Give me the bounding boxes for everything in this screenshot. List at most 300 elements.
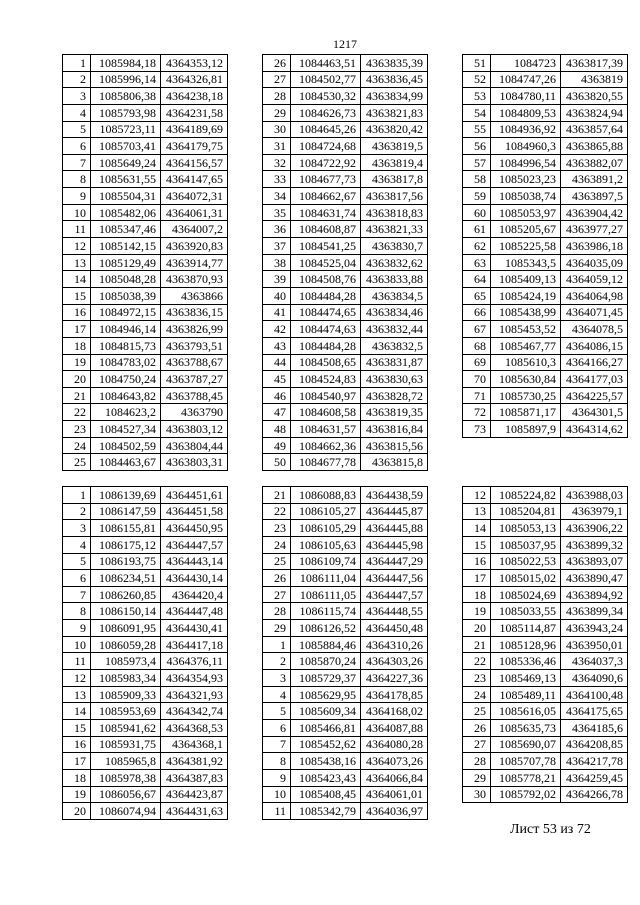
coordinate-table-5 bbox=[262, 486, 428, 820]
table-row bbox=[463, 321, 628, 338]
y-coordinate-cell: 4363899,32 bbox=[561, 536, 628, 553]
y-coordinate-cell: 4364301,5 bbox=[561, 404, 628, 421]
y-coordinate-cell: 4364430,14 bbox=[161, 570, 228, 587]
x-coordinate-cell: 1084540,97 bbox=[291, 387, 361, 404]
y-coordinate-cell: 4364438,59 bbox=[361, 487, 428, 504]
x-coordinate-cell: 1084946,14 bbox=[91, 321, 161, 338]
y-coordinate-cell: 4363882,07 bbox=[561, 154, 628, 171]
point-number-cell: 39 bbox=[263, 271, 291, 288]
table-row bbox=[463, 636, 628, 653]
y-coordinate-cell: 4363890,47 bbox=[561, 570, 628, 587]
table-row bbox=[463, 204, 628, 221]
x-coordinate-cell: 1085452,62 bbox=[291, 736, 361, 753]
table-row bbox=[63, 454, 228, 471]
y-coordinate-cell: 4364450,95 bbox=[161, 520, 228, 537]
point-number-cell: 18 bbox=[463, 586, 491, 603]
point-number-cell: 7 bbox=[263, 736, 291, 753]
point-number-cell: 31 bbox=[263, 138, 291, 155]
point-number-cell: 37 bbox=[263, 238, 291, 255]
y-coordinate-cell: 4364231,58 bbox=[161, 104, 228, 121]
x-coordinate-cell: 1085336,46 bbox=[491, 653, 561, 670]
y-coordinate-cell: 4364376,11 bbox=[161, 653, 228, 670]
table-row bbox=[63, 487, 228, 504]
x-coordinate-cell: 1085629,95 bbox=[291, 686, 361, 703]
table-row bbox=[463, 287, 628, 304]
x-coordinate-cell: 1085015,02 bbox=[491, 570, 561, 587]
table-row bbox=[463, 55, 628, 72]
point-number-cell: 6 bbox=[63, 570, 91, 587]
x-coordinate-cell: 1085205,67 bbox=[491, 221, 561, 238]
y-coordinate-cell: 4364451,58 bbox=[161, 503, 228, 520]
y-coordinate-cell: 4364450,48 bbox=[361, 620, 428, 637]
y-coordinate-cell: 4363817,56 bbox=[361, 188, 428, 205]
point-number-cell: 25 bbox=[463, 703, 491, 720]
y-coordinate-cell: 4364417,18 bbox=[161, 636, 228, 653]
table-row bbox=[263, 653, 428, 670]
y-coordinate-cell: 4364447,56 bbox=[361, 570, 428, 587]
x-coordinate-cell: 1085453,52 bbox=[491, 321, 561, 338]
x-coordinate-cell: 1086155,81 bbox=[91, 520, 161, 537]
x-coordinate-cell: 1085038,39 bbox=[91, 287, 161, 304]
y-coordinate-cell: 4364354,93 bbox=[161, 670, 228, 687]
table-row bbox=[263, 371, 428, 388]
table-row bbox=[263, 287, 428, 304]
x-coordinate-cell: 1084724,68 bbox=[291, 138, 361, 155]
point-number-cell: 26 bbox=[263, 570, 291, 587]
point-number-cell: 64 bbox=[463, 271, 491, 288]
x-coordinate-cell: 1086126,52 bbox=[291, 620, 361, 637]
point-number-cell: 30 bbox=[263, 121, 291, 138]
table-row bbox=[463, 553, 628, 570]
point-number-cell: 41 bbox=[263, 304, 291, 321]
point-number-cell: 70 bbox=[463, 371, 491, 388]
table-row bbox=[263, 421, 428, 438]
table-row bbox=[463, 586, 628, 603]
x-coordinate-cell: 1085931,75 bbox=[91, 736, 161, 753]
x-coordinate-cell: 1085707,78 bbox=[491, 753, 561, 770]
table-row bbox=[263, 454, 428, 471]
table-row bbox=[63, 719, 228, 736]
point-number-cell: 1 bbox=[263, 636, 291, 653]
point-number-cell: 7 bbox=[63, 586, 91, 603]
y-coordinate-cell: 4363826,99 bbox=[161, 321, 228, 338]
point-number-cell: 2 bbox=[63, 503, 91, 520]
x-coordinate-cell: 1086147,59 bbox=[91, 503, 161, 520]
x-coordinate-cell: 1085033,55 bbox=[491, 603, 561, 620]
x-coordinate-cell: 1084502,59 bbox=[91, 437, 161, 454]
x-coordinate-cell: 1086105,29 bbox=[291, 520, 361, 537]
table-row bbox=[463, 653, 628, 670]
x-coordinate-cell: 1085806,38 bbox=[91, 88, 161, 105]
y-coordinate-cell: 4364066,84 bbox=[361, 769, 428, 786]
x-coordinate-cell: 1086175,12 bbox=[91, 536, 161, 553]
y-coordinate-cell: 4364447,57 bbox=[361, 586, 428, 603]
y-coordinate-cell: 4363950,01 bbox=[561, 636, 628, 653]
x-coordinate-cell: 1086193,75 bbox=[91, 553, 161, 570]
point-number-cell: 23 bbox=[63, 421, 91, 438]
table-row bbox=[463, 271, 628, 288]
x-coordinate-cell: 1085610,3 bbox=[491, 354, 561, 371]
y-coordinate-cell: 4363891,2 bbox=[561, 171, 628, 188]
y-coordinate-cell: 4364431,63 bbox=[161, 803, 228, 820]
y-coordinate-cell: 4363836,45 bbox=[361, 71, 428, 88]
table-row bbox=[63, 71, 228, 88]
y-coordinate-cell: 4363834,46 bbox=[361, 304, 428, 321]
point-number-cell: 40 bbox=[263, 287, 291, 304]
table-row bbox=[463, 354, 628, 371]
table-row bbox=[63, 271, 228, 288]
x-coordinate-cell: 1086260,85 bbox=[91, 586, 161, 603]
point-number-cell: 21 bbox=[63, 387, 91, 404]
point-number-cell: 13 bbox=[63, 686, 91, 703]
point-number-cell: 9 bbox=[63, 188, 91, 205]
x-coordinate-cell: 1085631,55 bbox=[91, 171, 161, 188]
point-number-cell: 48 bbox=[263, 421, 291, 438]
point-number-cell: 56 bbox=[463, 138, 491, 155]
x-coordinate-cell: 1084484,28 bbox=[291, 337, 361, 354]
x-coordinate-cell: 1085690,07 bbox=[491, 736, 561, 753]
table-row bbox=[263, 437, 428, 454]
point-number-cell: 28 bbox=[263, 603, 291, 620]
point-number-cell: 28 bbox=[463, 753, 491, 770]
y-coordinate-cell: 4364451,61 bbox=[161, 487, 228, 504]
point-number-cell: 36 bbox=[263, 221, 291, 238]
point-number-cell: 20 bbox=[63, 803, 91, 820]
table-row bbox=[63, 337, 228, 354]
table-row bbox=[63, 603, 228, 620]
table-row bbox=[463, 670, 628, 687]
y-coordinate-cell: 4363803,12 bbox=[161, 421, 228, 438]
table-row bbox=[63, 221, 228, 238]
x-coordinate-cell: 1084645,26 bbox=[291, 121, 361, 138]
y-coordinate-cell: 4363788,45 bbox=[161, 387, 228, 404]
point-number-cell: 50 bbox=[263, 454, 291, 471]
point-number-cell: 4 bbox=[63, 104, 91, 121]
point-number-cell: 11 bbox=[63, 221, 91, 238]
x-coordinate-cell: 1086115,74 bbox=[291, 603, 361, 620]
y-coordinate-cell: 4363817,8 bbox=[361, 171, 428, 188]
y-coordinate-cell: 4363832,62 bbox=[361, 254, 428, 271]
x-coordinate-cell: 1085871,17 bbox=[491, 404, 561, 421]
x-coordinate-cell: 1084608,87 bbox=[291, 221, 361, 238]
x-coordinate-cell: 1086234,51 bbox=[91, 570, 161, 587]
y-coordinate-cell: 4364189,69 bbox=[161, 121, 228, 138]
x-coordinate-cell: 1084677,73 bbox=[291, 171, 361, 188]
table-row bbox=[63, 171, 228, 188]
y-coordinate-cell: 4364073,26 bbox=[361, 753, 428, 770]
table-row bbox=[263, 753, 428, 770]
y-coordinate-cell: 4364059,12 bbox=[561, 271, 628, 288]
table-row bbox=[263, 138, 428, 155]
x-coordinate-cell: 1084508,76 bbox=[291, 271, 361, 288]
point-number-cell: 42 bbox=[263, 321, 291, 338]
y-coordinate-cell: 4364208,85 bbox=[561, 736, 628, 753]
point-number-cell: 57 bbox=[463, 154, 491, 171]
x-coordinate-cell: 1085984,18 bbox=[91, 55, 161, 72]
y-coordinate-cell: 4364087,88 bbox=[361, 719, 428, 736]
y-coordinate-cell: 4363943,24 bbox=[561, 620, 628, 637]
y-coordinate-cell: 4363824,94 bbox=[561, 104, 628, 121]
y-coordinate-cell: 4364071,45 bbox=[561, 304, 628, 321]
table-row bbox=[463, 769, 628, 786]
x-coordinate-cell: 1084960,3 bbox=[491, 138, 561, 155]
table-row bbox=[63, 520, 228, 537]
x-coordinate-cell: 1084631,74 bbox=[291, 204, 361, 221]
point-number-cell: 44 bbox=[263, 354, 291, 371]
point-number-cell: 17 bbox=[463, 570, 491, 587]
point-number-cell: 12 bbox=[63, 238, 91, 255]
point-number-cell: 25 bbox=[263, 553, 291, 570]
y-coordinate-cell: 4363821,83 bbox=[361, 104, 428, 121]
point-number-cell: 14 bbox=[63, 703, 91, 720]
y-coordinate-cell: 4364175,65 bbox=[561, 703, 628, 720]
table-row bbox=[263, 88, 428, 105]
point-number-cell: 35 bbox=[263, 204, 291, 221]
table-row bbox=[263, 404, 428, 421]
point-number-cell: 24 bbox=[263, 536, 291, 553]
table-row bbox=[63, 104, 228, 121]
x-coordinate-cell: 1085114,87 bbox=[491, 620, 561, 637]
table-row bbox=[263, 271, 428, 288]
x-coordinate-cell: 1084631,57 bbox=[291, 421, 361, 438]
point-number-cell: 4 bbox=[63, 536, 91, 553]
point-number-cell: 23 bbox=[263, 520, 291, 537]
coordinate-table-3 bbox=[462, 54, 628, 438]
table-row bbox=[263, 387, 428, 404]
x-coordinate-cell: 1085343,5 bbox=[491, 254, 561, 271]
point-number-cell: 3 bbox=[63, 88, 91, 105]
x-coordinate-cell: 1085630,84 bbox=[491, 371, 561, 388]
x-coordinate-cell: 1085342,79 bbox=[291, 803, 361, 820]
table-row bbox=[263, 736, 428, 753]
y-coordinate-cell: 4363817,39 bbox=[561, 55, 628, 72]
x-coordinate-cell: 1084750,24 bbox=[91, 371, 161, 388]
table-row bbox=[263, 520, 428, 537]
x-coordinate-cell: 1084722,92 bbox=[291, 154, 361, 171]
x-coordinate-cell: 1085204,81 bbox=[491, 503, 561, 520]
x-coordinate-cell: 1085941,62 bbox=[91, 719, 161, 736]
x-coordinate-cell: 1085965,8 bbox=[91, 753, 161, 770]
point-number-cell: 34 bbox=[263, 188, 291, 205]
point-number-cell: 65 bbox=[463, 287, 491, 304]
point-number-cell: 58 bbox=[463, 171, 491, 188]
point-number-cell: 19 bbox=[63, 786, 91, 803]
x-coordinate-cell: 1085224,82 bbox=[491, 487, 561, 504]
x-coordinate-cell: 1085408,45 bbox=[291, 786, 361, 803]
table-row bbox=[263, 686, 428, 703]
coordinate-table-2 bbox=[262, 54, 428, 471]
x-coordinate-cell: 1085142,15 bbox=[91, 238, 161, 255]
y-coordinate-cell: 4363793,51 bbox=[161, 337, 228, 354]
y-coordinate-cell: 4363857,64 bbox=[561, 121, 628, 138]
table-row bbox=[263, 71, 428, 88]
point-number-cell: 7 bbox=[63, 154, 91, 171]
table-row bbox=[263, 719, 428, 736]
y-coordinate-cell: 4363815,56 bbox=[361, 437, 428, 454]
x-coordinate-cell: 1085467,77 bbox=[491, 337, 561, 354]
y-coordinate-cell: 4364147,65 bbox=[161, 171, 228, 188]
table-row bbox=[63, 121, 228, 138]
y-coordinate-cell: 4364321,93 bbox=[161, 686, 228, 703]
point-number-cell: 30 bbox=[463, 786, 491, 803]
point-number-cell: 3 bbox=[63, 520, 91, 537]
y-coordinate-cell: 4364080,28 bbox=[361, 736, 428, 753]
y-coordinate-cell: 4364420,4 bbox=[161, 586, 228, 603]
coordinate-table-6 bbox=[462, 486, 628, 803]
table-row bbox=[263, 536, 428, 553]
point-number-cell: 19 bbox=[463, 603, 491, 620]
x-coordinate-cell: 1085730,25 bbox=[491, 387, 561, 404]
table-row bbox=[463, 188, 628, 205]
y-coordinate-cell: 4363914,77 bbox=[161, 254, 228, 271]
x-coordinate-cell: 1084541,25 bbox=[291, 238, 361, 255]
table-row bbox=[263, 304, 428, 321]
table-row bbox=[63, 786, 228, 803]
point-number-cell: 5 bbox=[63, 121, 91, 138]
y-coordinate-cell: 4363899,34 bbox=[561, 603, 628, 620]
point-number-cell: 69 bbox=[463, 354, 491, 371]
x-coordinate-cell: 1085996,14 bbox=[91, 71, 161, 88]
x-coordinate-cell: 1085024,69 bbox=[491, 586, 561, 603]
table-row bbox=[463, 88, 628, 105]
table-row bbox=[263, 586, 428, 603]
table-row bbox=[463, 703, 628, 720]
y-coordinate-cell: 4363986,18 bbox=[561, 238, 628, 255]
x-coordinate-cell: 1085489,11 bbox=[491, 686, 561, 703]
point-number-cell: 73 bbox=[463, 421, 491, 438]
point-number-cell: 8 bbox=[63, 171, 91, 188]
x-coordinate-cell: 1085128,96 bbox=[491, 636, 561, 653]
point-number-cell: 68 bbox=[463, 337, 491, 354]
x-coordinate-cell: 1085482,06 bbox=[91, 204, 161, 221]
x-coordinate-cell: 1084508,65 bbox=[291, 354, 361, 371]
point-number-cell: 72 bbox=[463, 404, 491, 421]
point-number-cell: 12 bbox=[63, 670, 91, 687]
y-coordinate-cell: 4364061,01 bbox=[361, 786, 428, 803]
y-coordinate-cell: 4364185,6 bbox=[561, 719, 628, 736]
point-number-cell: 24 bbox=[63, 437, 91, 454]
table-row bbox=[63, 55, 228, 72]
table-row bbox=[63, 636, 228, 653]
y-coordinate-cell: 4364447,29 bbox=[361, 553, 428, 570]
table-row bbox=[463, 138, 628, 155]
point-number-cell: 2 bbox=[263, 653, 291, 670]
y-coordinate-cell: 4364072,31 bbox=[161, 188, 228, 205]
x-coordinate-cell: 1085037,95 bbox=[491, 536, 561, 553]
x-coordinate-cell: 1085635,73 bbox=[491, 719, 561, 736]
point-number-cell: 49 bbox=[263, 437, 291, 454]
y-coordinate-cell: 4364225,57 bbox=[561, 387, 628, 404]
table-row bbox=[463, 520, 628, 537]
y-coordinate-cell: 4364445,87 bbox=[361, 503, 428, 520]
table-row bbox=[263, 171, 428, 188]
x-coordinate-cell: 1086139,69 bbox=[91, 487, 161, 504]
table-row bbox=[463, 404, 628, 421]
y-coordinate-cell: 4364448,55 bbox=[361, 603, 428, 620]
x-coordinate-cell: 1085438,16 bbox=[291, 753, 361, 770]
table-row bbox=[63, 354, 228, 371]
x-coordinate-cell: 1085870,24 bbox=[291, 653, 361, 670]
point-number-cell: 51 bbox=[463, 55, 491, 72]
table-row bbox=[263, 204, 428, 221]
y-coordinate-cell: 4364217,78 bbox=[561, 753, 628, 770]
y-coordinate-cell: 4363979,1 bbox=[561, 503, 628, 520]
point-number-cell: 67 bbox=[463, 321, 491, 338]
point-number-cell: 66 bbox=[463, 304, 491, 321]
x-coordinate-cell: 1085723,11 bbox=[91, 121, 161, 138]
x-coordinate-cell: 1084525,04 bbox=[291, 254, 361, 271]
table-row bbox=[263, 769, 428, 786]
table-row bbox=[63, 736, 228, 753]
point-number-cell: 8 bbox=[263, 753, 291, 770]
point-number-cell: 26 bbox=[463, 719, 491, 736]
x-coordinate-cell: 1085053,13 bbox=[491, 520, 561, 537]
table-row bbox=[463, 719, 628, 736]
point-number-cell: 55 bbox=[463, 121, 491, 138]
point-number-cell: 8 bbox=[63, 603, 91, 620]
table-row bbox=[463, 536, 628, 553]
point-number-cell: 45 bbox=[263, 371, 291, 388]
table-row bbox=[463, 221, 628, 238]
table-row bbox=[463, 171, 628, 188]
point-number-cell: 3 bbox=[263, 670, 291, 687]
y-coordinate-cell: 4364259,45 bbox=[561, 769, 628, 786]
x-coordinate-cell: 1084972,15 bbox=[91, 304, 161, 321]
table-row bbox=[263, 104, 428, 121]
y-coordinate-cell: 4363816,84 bbox=[361, 421, 428, 438]
x-coordinate-cell: 1085729,37 bbox=[291, 670, 361, 687]
x-coordinate-cell: 1085983,34 bbox=[91, 670, 161, 687]
point-number-cell: 29 bbox=[463, 769, 491, 786]
x-coordinate-cell: 1085347,46 bbox=[91, 221, 161, 238]
point-number-cell: 10 bbox=[63, 636, 91, 653]
point-number-cell: 29 bbox=[263, 104, 291, 121]
point-number-cell: 22 bbox=[463, 653, 491, 670]
y-coordinate-cell: 4364303,26 bbox=[361, 653, 428, 670]
point-number-cell: 14 bbox=[463, 520, 491, 537]
table-row bbox=[463, 736, 628, 753]
point-number-cell: 23 bbox=[463, 670, 491, 687]
y-coordinate-cell: 4363804,44 bbox=[161, 437, 228, 454]
x-coordinate-cell: 1085053,97 bbox=[491, 204, 561, 221]
table-row bbox=[63, 503, 228, 520]
table-row bbox=[263, 620, 428, 637]
y-coordinate-cell: 4363977,27 bbox=[561, 221, 628, 238]
y-coordinate-cell: 4364156,57 bbox=[161, 154, 228, 171]
point-number-cell: 13 bbox=[63, 254, 91, 271]
y-coordinate-cell: 4364342,74 bbox=[161, 703, 228, 720]
table-row bbox=[63, 803, 228, 820]
table-row bbox=[263, 786, 428, 803]
y-coordinate-cell: 4363828,72 bbox=[361, 387, 428, 404]
x-coordinate-cell: 1086105,27 bbox=[291, 503, 361, 520]
table-row bbox=[463, 71, 628, 88]
y-coordinate-cell: 4364445,98 bbox=[361, 536, 428, 553]
x-coordinate-cell: 1086074,94 bbox=[91, 803, 161, 820]
x-coordinate-cell: 1085616,05 bbox=[491, 703, 561, 720]
x-coordinate-cell: 1086105,63 bbox=[291, 536, 361, 553]
point-number-cell: 24 bbox=[463, 686, 491, 703]
y-coordinate-cell: 4364266,78 bbox=[561, 786, 628, 803]
table-row bbox=[463, 570, 628, 587]
table-row bbox=[463, 421, 628, 438]
y-coordinate-cell: 4364353,12 bbox=[161, 55, 228, 72]
table-row bbox=[63, 620, 228, 637]
point-number-cell: 11 bbox=[263, 803, 291, 820]
point-number-cell: 27 bbox=[263, 71, 291, 88]
x-coordinate-cell: 1085978,38 bbox=[91, 769, 161, 786]
table-row bbox=[263, 121, 428, 138]
